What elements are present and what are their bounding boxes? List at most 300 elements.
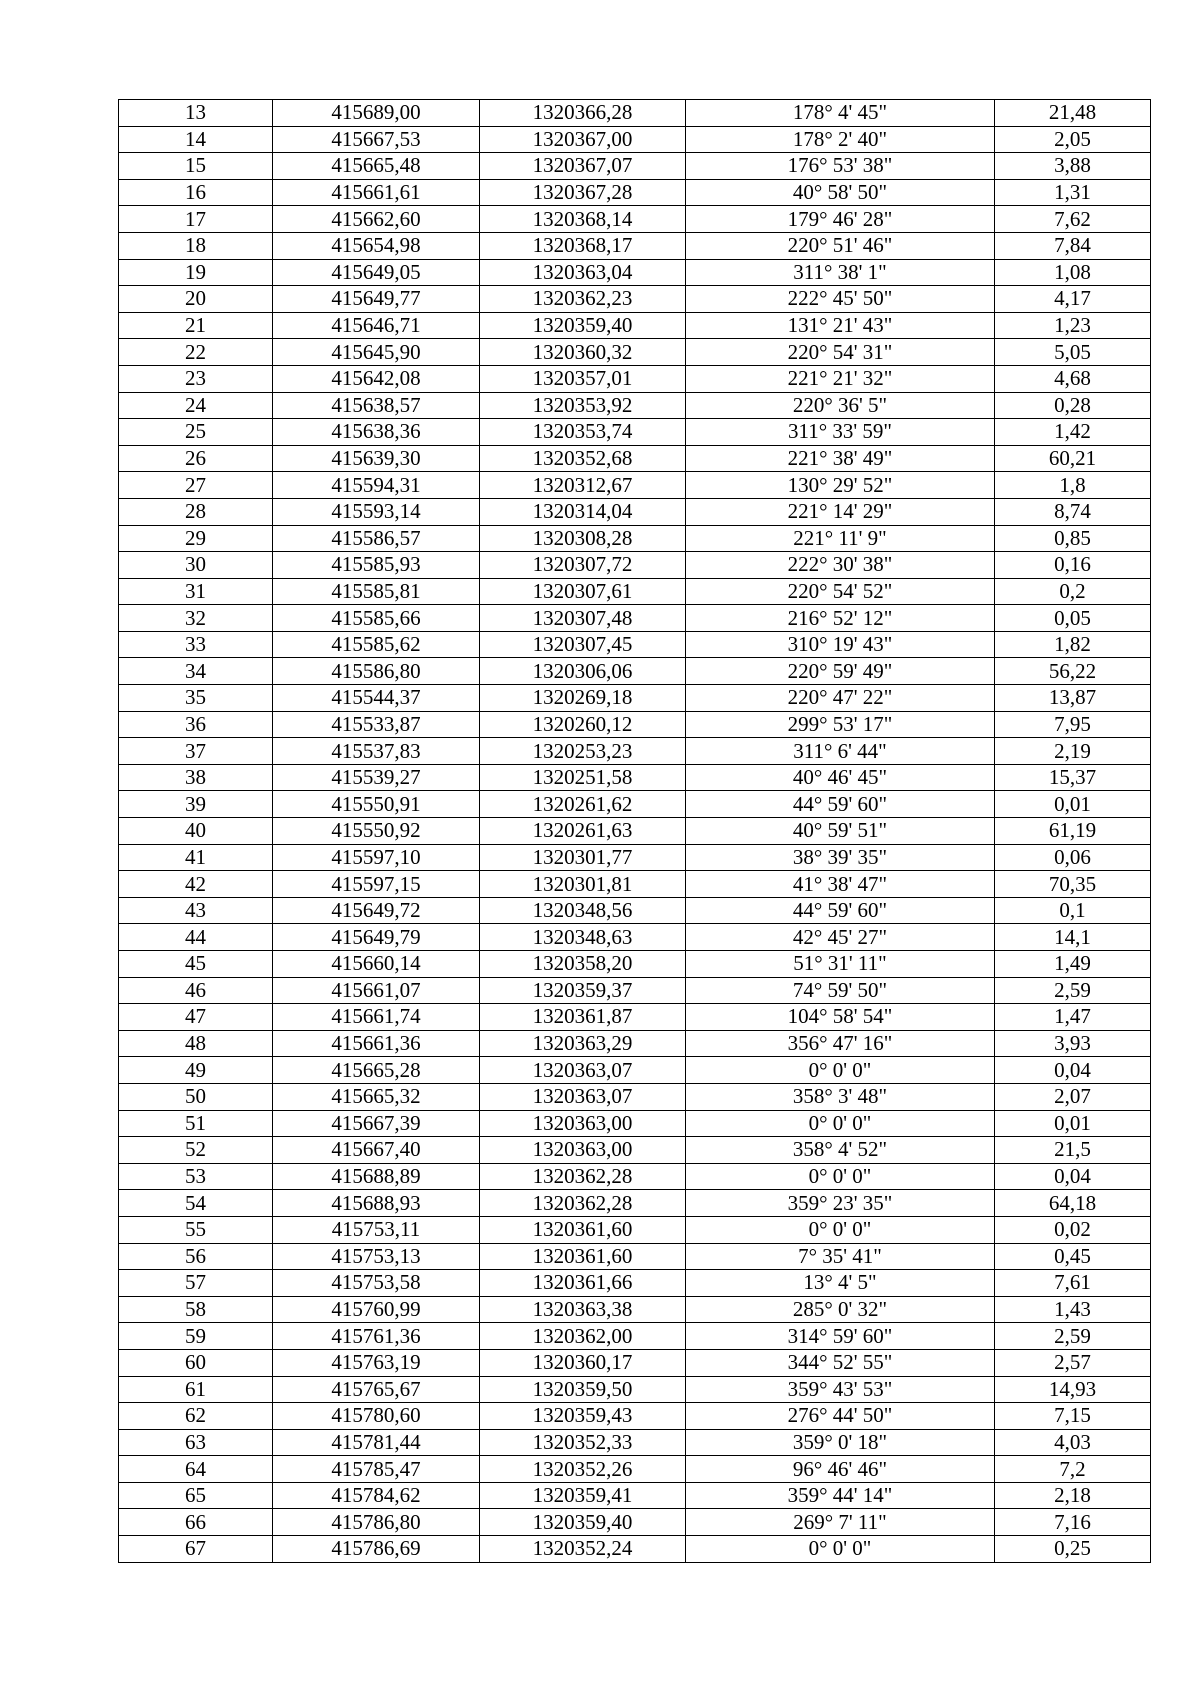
- bearing-cell: 222° 30' 38": [686, 552, 995, 579]
- x-coordinate-cell: 415784,62: [273, 1482, 480, 1509]
- y-coordinate-cell: 1320348,63: [480, 924, 686, 951]
- table-row: [119, 685, 1151, 712]
- point-number-cell: 23: [119, 365, 273, 392]
- point-number-cell: 56: [119, 1243, 273, 1270]
- table-row: [119, 552, 1151, 579]
- y-coordinate-cell: 1320357,01: [480, 365, 686, 392]
- y-coordinate-cell: 1320360,32: [480, 339, 686, 366]
- table-row: [119, 844, 1151, 871]
- x-coordinate-cell: 415646,71: [273, 312, 480, 339]
- point-number-cell: 27: [119, 472, 273, 499]
- table-row: [119, 951, 1151, 978]
- distance-cell: 61,19: [995, 818, 1151, 845]
- table-row: [119, 1083, 1151, 1110]
- y-coordinate-cell: 1320367,28: [480, 179, 686, 206]
- y-coordinate-cell: 1320362,23: [480, 286, 686, 313]
- point-number-cell: 17: [119, 206, 273, 233]
- y-coordinate-cell: 1320363,00: [480, 1110, 686, 1137]
- y-coordinate-cell: 1320359,40: [480, 312, 686, 339]
- distance-cell: 7,84: [995, 232, 1151, 259]
- x-coordinate-cell: 415763,19: [273, 1349, 480, 1376]
- bearing-cell: 44° 59' 60": [686, 791, 995, 818]
- distance-cell: 1,43: [995, 1296, 1151, 1323]
- point-number-cell: 61: [119, 1376, 273, 1403]
- bearing-cell: 311° 38' 1": [686, 259, 995, 286]
- x-coordinate-cell: 415597,15: [273, 871, 480, 898]
- x-coordinate-cell: 415753,13: [273, 1243, 480, 1270]
- distance-cell: 21,5: [995, 1137, 1151, 1164]
- distance-cell: 0,25: [995, 1536, 1151, 1563]
- point-number-cell: 14: [119, 126, 273, 153]
- x-coordinate-cell: 415638,57: [273, 392, 480, 419]
- bearing-cell: 0° 0' 0": [686, 1216, 995, 1243]
- point-number-cell: 43: [119, 897, 273, 924]
- table-row: [119, 392, 1151, 419]
- table-row: [119, 1216, 1151, 1243]
- distance-cell: 7,15: [995, 1403, 1151, 1430]
- distance-cell: 1,42: [995, 419, 1151, 446]
- y-coordinate-cell: 1320359,37: [480, 977, 686, 1004]
- point-number-cell: 67: [119, 1536, 273, 1563]
- bearing-cell: 314° 59' 60": [686, 1323, 995, 1350]
- point-number-cell: 51: [119, 1110, 273, 1137]
- y-coordinate-cell: 1320306,06: [480, 658, 686, 685]
- point-number-cell: 16: [119, 179, 273, 206]
- distance-cell: 70,35: [995, 871, 1151, 898]
- x-coordinate-cell: 415765,67: [273, 1376, 480, 1403]
- x-coordinate-cell: 415689,00: [273, 100, 480, 127]
- x-coordinate-cell: 415586,57: [273, 525, 480, 552]
- table-row: [119, 1270, 1151, 1297]
- x-coordinate-cell: 415761,36: [273, 1323, 480, 1350]
- distance-cell: 0,16: [995, 552, 1151, 579]
- x-coordinate-cell: 415661,61: [273, 179, 480, 206]
- table-row: [119, 1509, 1151, 1536]
- point-number-cell: 33: [119, 631, 273, 658]
- y-coordinate-cell: 1320366,28: [480, 100, 686, 127]
- x-coordinate-cell: 415645,90: [273, 339, 480, 366]
- table-row: [119, 1456, 1151, 1483]
- y-coordinate-cell: 1320363,29: [480, 1030, 686, 1057]
- x-coordinate-cell: 415597,10: [273, 844, 480, 871]
- y-coordinate-cell: 1320359,40: [480, 1509, 686, 1536]
- table-row: [119, 472, 1151, 499]
- x-coordinate-cell: 415660,14: [273, 951, 480, 978]
- point-number-cell: 52: [119, 1137, 273, 1164]
- y-coordinate-cell: 1320260,12: [480, 711, 686, 738]
- bearing-cell: 311° 6' 44": [686, 738, 995, 765]
- table-row: [119, 897, 1151, 924]
- distance-cell: 15,37: [995, 764, 1151, 791]
- distance-cell: 7,61: [995, 1270, 1151, 1297]
- distance-cell: 0,02: [995, 1216, 1151, 1243]
- x-coordinate-cell: 415661,36: [273, 1030, 480, 1057]
- point-number-cell: 36: [119, 711, 273, 738]
- y-coordinate-cell: 1320359,50: [480, 1376, 686, 1403]
- bearing-cell: 310° 19' 43": [686, 631, 995, 658]
- x-coordinate-cell: 415594,31: [273, 472, 480, 499]
- distance-cell: 3,93: [995, 1030, 1151, 1057]
- distance-cell: 0,2: [995, 578, 1151, 605]
- x-coordinate-cell: 415781,44: [273, 1429, 480, 1456]
- point-number-cell: 25: [119, 419, 273, 446]
- bearing-cell: 40° 46' 45": [686, 764, 995, 791]
- bearing-cell: 356° 47' 16": [686, 1030, 995, 1057]
- point-number-cell: 29: [119, 525, 273, 552]
- x-coordinate-cell: 415662,60: [273, 206, 480, 233]
- point-number-cell: 35: [119, 685, 273, 712]
- table-row: [119, 871, 1151, 898]
- table-row: [119, 126, 1151, 153]
- point-number-cell: 60: [119, 1349, 273, 1376]
- point-number-cell: 13: [119, 100, 273, 127]
- distance-cell: 0,01: [995, 1110, 1151, 1137]
- table-row: [119, 631, 1151, 658]
- y-coordinate-cell: 1320314,04: [480, 498, 686, 525]
- table-row: [119, 1482, 1151, 1509]
- y-coordinate-cell: 1320352,33: [480, 1429, 686, 1456]
- table-row: [119, 206, 1151, 233]
- table-row: [119, 924, 1151, 951]
- distance-cell: 2,59: [995, 1323, 1151, 1350]
- table-row: [119, 419, 1151, 446]
- point-number-cell: 20: [119, 286, 273, 313]
- table-row: [119, 605, 1151, 632]
- bearing-cell: 221° 38' 49": [686, 445, 995, 472]
- table-row: [119, 738, 1151, 765]
- point-number-cell: 42: [119, 871, 273, 898]
- table-row: [119, 153, 1151, 180]
- bearing-cell: 220° 51' 46": [686, 232, 995, 259]
- bearing-cell: 222° 45' 50": [686, 286, 995, 313]
- point-number-cell: 53: [119, 1163, 273, 1190]
- point-number-cell: 66: [119, 1509, 273, 1536]
- table-row: [119, 339, 1151, 366]
- distance-cell: 2,57: [995, 1349, 1151, 1376]
- point-number-cell: 39: [119, 791, 273, 818]
- bearing-cell: 13° 4' 5": [686, 1270, 995, 1297]
- point-number-cell: 59: [119, 1323, 273, 1350]
- y-coordinate-cell: 1320360,17: [480, 1349, 686, 1376]
- y-coordinate-cell: 1320352,26: [480, 1456, 686, 1483]
- bearing-cell: 0° 0' 0": [686, 1057, 995, 1084]
- x-coordinate-cell: 415550,92: [273, 818, 480, 845]
- table-row: [119, 1190, 1151, 1217]
- point-number-cell: 64: [119, 1456, 273, 1483]
- table-row: [119, 578, 1151, 605]
- bearing-cell: 96° 46' 46": [686, 1456, 995, 1483]
- distance-cell: 0,06: [995, 844, 1151, 871]
- table-row: [119, 232, 1151, 259]
- y-coordinate-cell: 1320363,04: [480, 259, 686, 286]
- distance-cell: 1,82: [995, 631, 1151, 658]
- y-coordinate-cell: 1320253,23: [480, 738, 686, 765]
- distance-cell: 13,87: [995, 685, 1151, 712]
- point-number-cell: 15: [119, 153, 273, 180]
- distance-cell: 0,04: [995, 1057, 1151, 1084]
- point-number-cell: 24: [119, 392, 273, 419]
- distance-cell: 0,85: [995, 525, 1151, 552]
- bearing-cell: 38° 39' 35": [686, 844, 995, 871]
- table-row: [119, 1110, 1151, 1137]
- bearing-cell: 41° 38' 47": [686, 871, 995, 898]
- point-number-cell: 34: [119, 658, 273, 685]
- x-coordinate-cell: 415667,39: [273, 1110, 480, 1137]
- table-row: [119, 1376, 1151, 1403]
- y-coordinate-cell: 1320363,00: [480, 1137, 686, 1164]
- bearing-cell: 359° 43' 53": [686, 1376, 995, 1403]
- distance-cell: 0,05: [995, 605, 1151, 632]
- y-coordinate-cell: 1320363,38: [480, 1296, 686, 1323]
- y-coordinate-cell: 1320352,24: [480, 1536, 686, 1563]
- bearing-cell: 221° 21' 32": [686, 365, 995, 392]
- bearing-cell: 311° 33' 59": [686, 419, 995, 446]
- y-coordinate-cell: 1320361,66: [480, 1270, 686, 1297]
- bearing-cell: 220° 54' 52": [686, 578, 995, 605]
- table-row: [119, 658, 1151, 685]
- table-row: [119, 818, 1151, 845]
- point-number-cell: 55: [119, 1216, 273, 1243]
- x-coordinate-cell: 415661,07: [273, 977, 480, 1004]
- table-row: [119, 259, 1151, 286]
- distance-cell: 8,74: [995, 498, 1151, 525]
- point-number-cell: 45: [119, 951, 273, 978]
- x-coordinate-cell: 415649,05: [273, 259, 480, 286]
- point-number-cell: 30: [119, 552, 273, 579]
- y-coordinate-cell: 1320359,43: [480, 1403, 686, 1430]
- x-coordinate-cell: 415688,93: [273, 1190, 480, 1217]
- y-coordinate-cell: 1320307,61: [480, 578, 686, 605]
- point-number-cell: 32: [119, 605, 273, 632]
- distance-cell: 0,04: [995, 1163, 1151, 1190]
- distance-cell: 64,18: [995, 1190, 1151, 1217]
- y-coordinate-cell: 1320301,81: [480, 871, 686, 898]
- y-coordinate-cell: 1320312,67: [480, 472, 686, 499]
- bearing-cell: 131° 21' 43": [686, 312, 995, 339]
- y-coordinate-cell: 1320362,00: [480, 1323, 686, 1350]
- distance-cell: 14,93: [995, 1376, 1151, 1403]
- y-coordinate-cell: 1320261,63: [480, 818, 686, 845]
- point-number-cell: 21: [119, 312, 273, 339]
- bearing-cell: 220° 47' 22": [686, 685, 995, 712]
- table-row: [119, 1323, 1151, 1350]
- y-coordinate-cell: 1320261,62: [480, 791, 686, 818]
- table-row: [119, 1004, 1151, 1031]
- y-coordinate-cell: 1320353,74: [480, 419, 686, 446]
- x-coordinate-cell: 415665,48: [273, 153, 480, 180]
- distance-cell: 1,47: [995, 1004, 1151, 1031]
- distance-cell: 3,88: [995, 153, 1151, 180]
- bearing-cell: 42° 45' 27": [686, 924, 995, 951]
- x-coordinate-cell: 415544,37: [273, 685, 480, 712]
- bearing-cell: 358° 3' 48": [686, 1083, 995, 1110]
- bearing-cell: 40° 58' 50": [686, 179, 995, 206]
- x-coordinate-cell: 415786,80: [273, 1509, 480, 1536]
- point-number-cell: 26: [119, 445, 273, 472]
- table-row: [119, 1137, 1151, 1164]
- bearing-cell: 358° 4' 52": [686, 1137, 995, 1164]
- y-coordinate-cell: 1320307,48: [480, 605, 686, 632]
- bearing-cell: 0° 0' 0": [686, 1536, 995, 1563]
- table-row: [119, 445, 1151, 472]
- point-number-cell: 22: [119, 339, 273, 366]
- distance-cell: 1,49: [995, 951, 1151, 978]
- x-coordinate-cell: 415665,32: [273, 1083, 480, 1110]
- bearing-cell: 104° 58' 54": [686, 1004, 995, 1031]
- point-number-cell: 40: [119, 818, 273, 845]
- point-number-cell: 31: [119, 578, 273, 605]
- distance-cell: 7,16: [995, 1509, 1151, 1536]
- bearing-cell: 0° 0' 0": [686, 1110, 995, 1137]
- y-coordinate-cell: 1320361,87: [480, 1004, 686, 1031]
- x-coordinate-cell: 415786,69: [273, 1536, 480, 1563]
- y-coordinate-cell: 1320352,68: [480, 445, 686, 472]
- y-coordinate-cell: 1320368,14: [480, 206, 686, 233]
- y-coordinate-cell: 1320308,28: [480, 525, 686, 552]
- x-coordinate-cell: 415593,14: [273, 498, 480, 525]
- y-coordinate-cell: 1320361,60: [480, 1243, 686, 1270]
- bearing-cell: 269° 7' 11": [686, 1509, 995, 1536]
- table-row: [119, 1403, 1151, 1430]
- table-row: [119, 286, 1151, 313]
- distance-cell: 60,21: [995, 445, 1151, 472]
- point-number-cell: 50: [119, 1083, 273, 1110]
- coordinates-table: [118, 99, 1151, 1563]
- point-number-cell: 54: [119, 1190, 273, 1217]
- x-coordinate-cell: 415537,83: [273, 738, 480, 765]
- bearing-cell: 220° 36' 5": [686, 392, 995, 419]
- x-coordinate-cell: 415654,98: [273, 232, 480, 259]
- table-row: [119, 711, 1151, 738]
- bearing-cell: 178° 4' 45": [686, 100, 995, 127]
- table-row: [119, 179, 1151, 206]
- bearing-cell: 7° 35' 41": [686, 1243, 995, 1270]
- bearing-cell: 220° 54' 31": [686, 339, 995, 366]
- y-coordinate-cell: 1320363,07: [480, 1057, 686, 1084]
- distance-cell: 2,07: [995, 1083, 1151, 1110]
- table-row: [119, 525, 1151, 552]
- x-coordinate-cell: 415585,93: [273, 552, 480, 579]
- distance-cell: 4,17: [995, 286, 1151, 313]
- point-number-cell: 46: [119, 977, 273, 1004]
- y-coordinate-cell: 1320358,20: [480, 951, 686, 978]
- table-row: [119, 791, 1151, 818]
- table-row: [119, 1163, 1151, 1190]
- distance-cell: 56,22: [995, 658, 1151, 685]
- distance-cell: 7,95: [995, 711, 1151, 738]
- y-coordinate-cell: 1320367,07: [480, 153, 686, 180]
- bearing-cell: 40° 59' 51": [686, 818, 995, 845]
- bearing-cell: 221° 11' 9": [686, 525, 995, 552]
- point-number-cell: 38: [119, 764, 273, 791]
- point-number-cell: 62: [119, 1403, 273, 1430]
- bearing-cell: 0° 0' 0": [686, 1163, 995, 1190]
- table-row: [119, 1536, 1151, 1563]
- table-row: [119, 312, 1151, 339]
- point-number-cell: 63: [119, 1429, 273, 1456]
- y-coordinate-cell: 1320361,60: [480, 1216, 686, 1243]
- table-row: [119, 100, 1151, 127]
- bearing-cell: 74° 59' 50": [686, 977, 995, 1004]
- x-coordinate-cell: 415661,74: [273, 1004, 480, 1031]
- point-number-cell: 58: [119, 1296, 273, 1323]
- distance-cell: 0,45: [995, 1243, 1151, 1270]
- bearing-cell: 359° 0' 18": [686, 1429, 995, 1456]
- y-coordinate-cell: 1320301,77: [480, 844, 686, 871]
- x-coordinate-cell: 415780,60: [273, 1403, 480, 1430]
- distance-cell: 2,05: [995, 126, 1151, 153]
- x-coordinate-cell: 415585,81: [273, 578, 480, 605]
- x-coordinate-cell: 415550,91: [273, 791, 480, 818]
- y-coordinate-cell: 1320359,41: [480, 1482, 686, 1509]
- distance-cell: 7,62: [995, 206, 1151, 233]
- x-coordinate-cell: 415665,28: [273, 1057, 480, 1084]
- bearing-cell: 344° 52' 55": [686, 1349, 995, 1376]
- table-row: [119, 1243, 1151, 1270]
- bearing-cell: 285° 0' 32": [686, 1296, 995, 1323]
- point-number-cell: 28: [119, 498, 273, 525]
- bearing-cell: 176° 53' 38": [686, 153, 995, 180]
- point-number-cell: 65: [119, 1482, 273, 1509]
- point-number-cell: 57: [119, 1270, 273, 1297]
- distance-cell: 0,01: [995, 791, 1151, 818]
- y-coordinate-cell: 1320269,18: [480, 685, 686, 712]
- point-number-cell: 48: [119, 1030, 273, 1057]
- distance-cell: 2,19: [995, 738, 1151, 765]
- y-coordinate-cell: 1320362,28: [480, 1190, 686, 1217]
- table-row: [119, 764, 1151, 791]
- x-coordinate-cell: 415649,77: [273, 286, 480, 313]
- table-row: [119, 977, 1151, 1004]
- distance-cell: 2,59: [995, 977, 1151, 1004]
- point-number-cell: 47: [119, 1004, 273, 1031]
- y-coordinate-cell: 1320251,58: [480, 764, 686, 791]
- distance-cell: 14,1: [995, 924, 1151, 951]
- distance-cell: 1,08: [995, 259, 1151, 286]
- y-coordinate-cell: 1320367,00: [480, 126, 686, 153]
- x-coordinate-cell: 415642,08: [273, 365, 480, 392]
- table-row: [119, 1349, 1151, 1376]
- distance-cell: 1,23: [995, 312, 1151, 339]
- x-coordinate-cell: 415688,89: [273, 1163, 480, 1190]
- y-coordinate-cell: 1320348,56: [480, 897, 686, 924]
- table-row: [119, 1030, 1151, 1057]
- distance-cell: 0,1: [995, 897, 1151, 924]
- x-coordinate-cell: 415753,11: [273, 1216, 480, 1243]
- x-coordinate-cell: 415639,30: [273, 445, 480, 472]
- bearing-cell: 359° 23' 35": [686, 1190, 995, 1217]
- point-number-cell: 49: [119, 1057, 273, 1084]
- x-coordinate-cell: 415649,79: [273, 924, 480, 951]
- bearing-cell: 359° 44' 14": [686, 1482, 995, 1509]
- y-coordinate-cell: 1320368,17: [480, 232, 686, 259]
- point-number-cell: 19: [119, 259, 273, 286]
- distance-cell: 5,05: [995, 339, 1151, 366]
- bearing-cell: 216° 52' 12": [686, 605, 995, 632]
- bearing-cell: 179° 46' 28": [686, 206, 995, 233]
- bearing-cell: 130° 29' 52": [686, 472, 995, 499]
- distance-cell: 21,48: [995, 100, 1151, 127]
- x-coordinate-cell: 415753,58: [273, 1270, 480, 1297]
- x-coordinate-cell: 415760,99: [273, 1296, 480, 1323]
- bearing-cell: 44° 59' 60": [686, 897, 995, 924]
- x-coordinate-cell: 415585,62: [273, 631, 480, 658]
- x-coordinate-cell: 415586,80: [273, 658, 480, 685]
- distance-cell: 0,28: [995, 392, 1151, 419]
- y-coordinate-cell: 1320307,45: [480, 631, 686, 658]
- x-coordinate-cell: 415638,36: [273, 419, 480, 446]
- distance-cell: 2,18: [995, 1482, 1151, 1509]
